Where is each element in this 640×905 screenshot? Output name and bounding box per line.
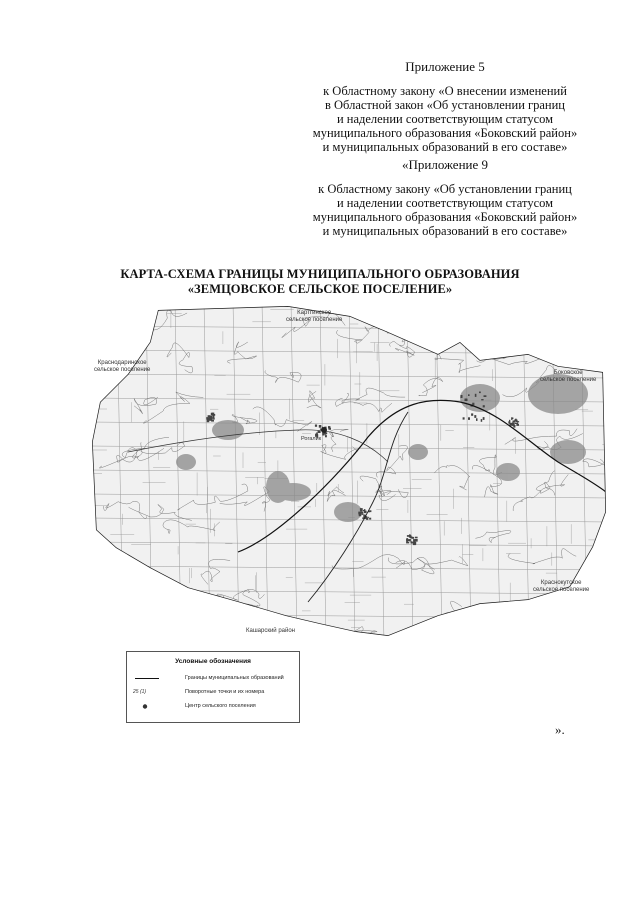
legend-item-boundary <box>133 674 295 683</box>
boundary-map <box>88 302 610 642</box>
map-canvas <box>88 302 610 642</box>
map-legend <box>126 651 300 723</box>
topographic-map <box>88 302 610 642</box>
settlement-center-icon <box>133 702 163 711</box>
legend-item-turning-point <box>133 688 295 697</box>
appendix-text-line: муниципального образования «Боковский район» <box>312 126 578 140</box>
appendix-text-line: и муниципальных образований в его составе» <box>322 224 568 238</box>
map-title-line: КАРТА-СХЕМА ГРАНИЦЫ МУНИЦИПАЛЬНОГО ОБРАЗОВАНИЯ <box>120 267 520 281</box>
boundary-line-icon <box>133 674 163 683</box>
appendix-heading: Приложение 5 <box>405 59 485 74</box>
appendix-heading: «Приложение 9 <box>401 157 489 172</box>
legend-title: Условные обозначения <box>175 658 251 665</box>
legend-label: Границы муниципальных образований <box>185 675 284 681</box>
neighbor-label-west: Краснодаринское сельское поселение <box>94 360 151 373</box>
legend-item-settlement-center <box>133 702 295 711</box>
appendix-text-line: и муниципальных образований в его составе» <box>322 140 568 154</box>
legend-label: Поворотные точки и их номера <box>185 689 265 695</box>
settlement-center-marker <box>321 427 327 433</box>
closing-quote: ». <box>555 722 565 737</box>
neighbor-label-north: Картгинское сельское поселение <box>286 310 343 323</box>
map-title-line: «ЗЕМЦОВСКОЕ СЕЛЬСКОЕ ПОСЕЛЕНИЕ» <box>187 282 453 296</box>
appendix-text-line: муниципального образования «Боковский район» <box>312 210 578 224</box>
neighbor-label-southeast: Краснокутское сельское поселение <box>533 580 590 593</box>
appendix-9-block <box>280 158 610 238</box>
appendix-text-line: и наделении соответствующим статусом <box>336 112 554 126</box>
neighbor-label-south: Кашарский район <box>246 628 295 634</box>
appendix-5-block <box>280 60 610 154</box>
neighbor-label-east: Боковское сельское поселение <box>540 370 597 383</box>
legend-label: Центр сельского поселения <box>185 703 256 709</box>
settlement-label: Рогалик <box>301 436 322 442</box>
turning-point-icon: 25 (1) <box>133 689 147 695</box>
map-title <box>0 267 640 297</box>
appendix-text-line: и наделении соответствующим статусом <box>336 196 554 210</box>
appendix-text-line: к Областному закону «Об установлении границ <box>318 182 572 196</box>
appendix-text-line: в Областной закон «Об установлении границ <box>324 98 565 112</box>
appendix-text-line: к Областному закону «О внесении изменений <box>323 84 567 98</box>
